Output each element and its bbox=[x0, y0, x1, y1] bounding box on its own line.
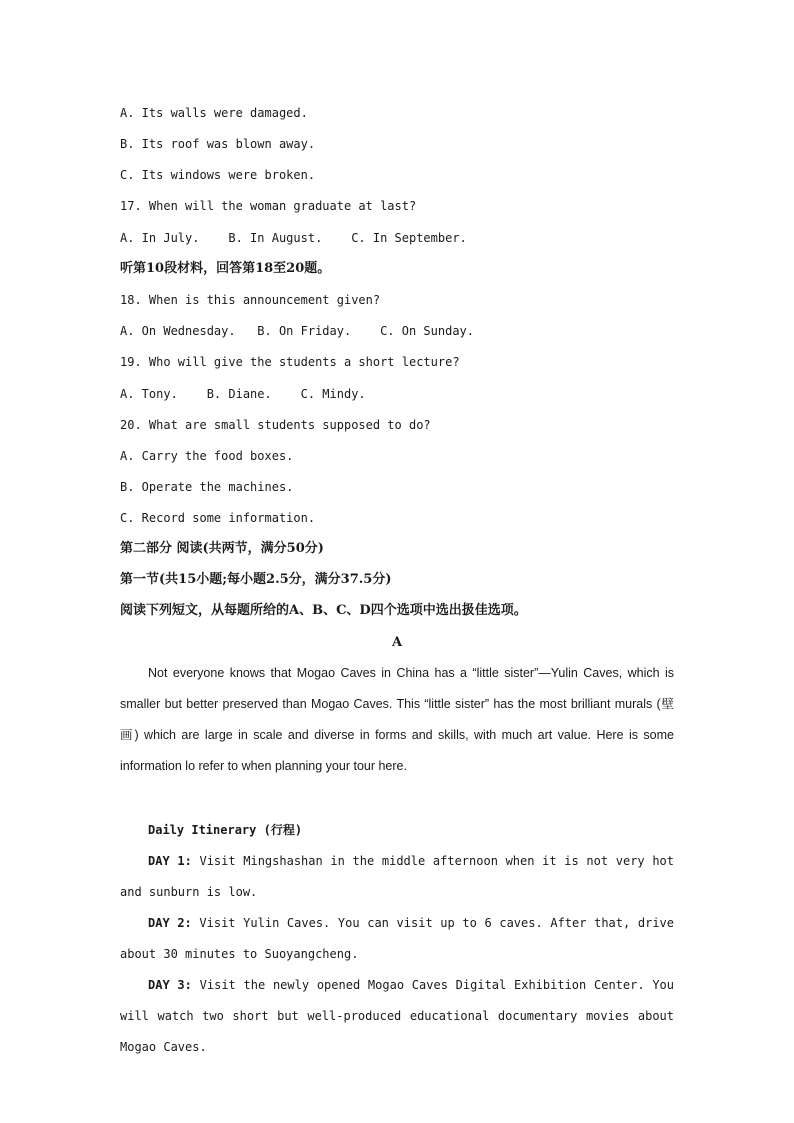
day-3-text: Visit the newly opened Mogao Caves Digital Exhibition Center. You will watch two short but well-produced educational documentary movies about Mogao Caves. bbox=[120, 978, 674, 1054]
q16-option-b: B. Its roof was blown away. bbox=[120, 137, 316, 151]
day-3-paragraph bbox=[120, 970, 674, 1063]
q16-option-a: A. Its walls were damaged. bbox=[120, 106, 308, 120]
day-3-label: DAY 3: bbox=[148, 978, 192, 992]
itinerary-heading: Daily Itinerary (行程) bbox=[148, 823, 303, 837]
day-2-text: Visit Yulin Caves. You can visit up to 6 caves. After that, drive about 30 minutes to Suoyangcheng. bbox=[120, 916, 674, 961]
reading-instruction: 阅读下列短文，从每题所给的A、B、C、D四个选项中选出扱佳选项。 bbox=[120, 603, 527, 618]
q16-option-c: C. Its windows were broken. bbox=[120, 168, 316, 182]
part2-heading: 第二部分 阅读(共两节，满分50分) bbox=[120, 541, 324, 556]
day-1-paragraph bbox=[120, 846, 674, 908]
section10-instruction: 听第10段材料，回答第18至20题。 bbox=[120, 261, 331, 276]
day-2-paragraph bbox=[120, 908, 674, 970]
q19-options: A. Tony. B. Diane. C. Mindy. bbox=[120, 387, 366, 401]
day-1-label: DAY 1: bbox=[148, 854, 192, 868]
q17-question: 17. When will the woman graduate at last? bbox=[120, 199, 417, 213]
q20-option-b: B. Operate the machines. bbox=[120, 480, 294, 494]
section1-heading: 第一节(共15小题;每小题2.5分，满分37.5分) bbox=[120, 572, 392, 587]
q18-options: A. On Wednesday. B. On Friday. C. On Sunday. bbox=[120, 324, 475, 338]
intro-paragraph: Not everyone knows that Mogao Caves in China has a “little sister”—Yulin Caves, which is smaller but better preserved than Mogao Caves. This “little sister” has the most brilliant murals (壁画) which are large in scale and diverse in forms and skills, with much art value. Here is some information lo refer to when planning your tour here. bbox=[120, 666, 674, 773]
passage-title: A bbox=[391, 635, 403, 650]
q19-question: 19. Who will give the students a short lecture? bbox=[120, 355, 460, 369]
q20-option-a: A. Carry the food boxes. bbox=[120, 449, 294, 463]
q18-question: 18. When is this announcement given? bbox=[120, 293, 381, 307]
day-2-label: DAY 2: bbox=[148, 916, 192, 930]
day-1-text: Visit Mingshashan in the middle afternoon when it is not very hot and sunburn is low. bbox=[120, 854, 674, 899]
q20-option-c: C. Record some information. bbox=[120, 511, 316, 525]
q17-options: A. In July. B. In August. C. In September. bbox=[120, 231, 467, 245]
q20-question: 20. What are small students supposed to do? bbox=[120, 418, 431, 432]
